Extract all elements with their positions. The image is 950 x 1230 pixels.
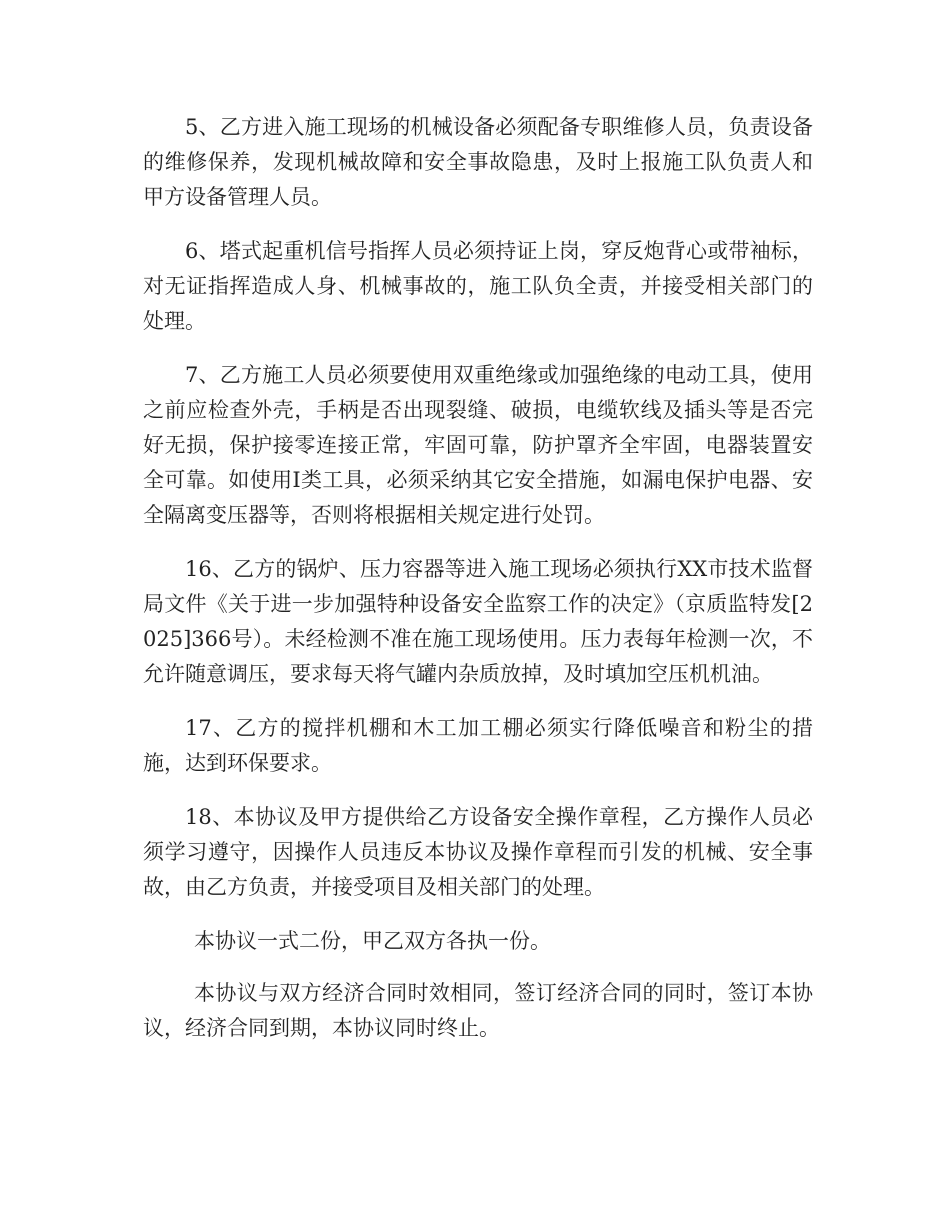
clause-5: 5、乙方进入施工现场的机械设备必须配备专职维修人员，负责设备的维修保养，发现机械故障和安全事故隐患，及时上报施工队负责人和甲方设备管理人员。 <box>143 115 813 209</box>
clause-16: 16、乙方的锅炉、压力容器等进入施工现场必须执行XX市技术监督局文件《关于进一步加强特种设备安全监察工作的决定》（京质监特发[2025]366号）。未经检测不准在施工现场使用。压力表每年检测一次，不允许随意调压，要求每天将气罐内杂质放掉，及时填加空压机机油。 <box>143 557 813 686</box>
clause-17: 17、乙方的搅拌机棚和木工加工棚必须实行降低噪音和粉尘的措施，达到环保要求。 <box>143 716 813 775</box>
clause-7: 7、乙方施工人员必须要使用双重绝缘或加强绝缘的电动工具，使用之前应检查外壳，手柄是否出现裂缝、破损，电缆软线及插头等是否完好无损，保护接零连接正常，牢固可靠，防护罩齐全牢固，电器装置安全可靠。如使用Ⅰ类工具，必须采纳其它安全措施，如漏电保护电器、安全隔离变压器等，否则将根据相关规定进行处罚。 <box>143 363 813 527</box>
validity-statement: 本协议与双方经济合同时效相同，签订经济合同的同时，签订本协议，经济合同到期，本协议同时终止。 <box>143 981 813 1040</box>
copies-statement: 本协议一式二份，甲乙双方各执一份。 <box>194 929 551 953</box>
clause-6: 6、塔式起重机信号指挥人员必须持证上岗，穿反炮背心或带袖标，对无证指挥造成人身、机械事故的，施工队负全责，并接受相关部门的处理。 <box>143 239 813 333</box>
document-body <box>143 110 813 1063</box>
clause-18: 18、本协议及甲方提供给乙方设备安全操作章程，乙方操作人员必须学习遵守，因操作人员违反本协议及操作章程而引发的机械、安全事故，由乙方负责，并接受项目及相关部门的处理。 <box>143 805 813 899</box>
